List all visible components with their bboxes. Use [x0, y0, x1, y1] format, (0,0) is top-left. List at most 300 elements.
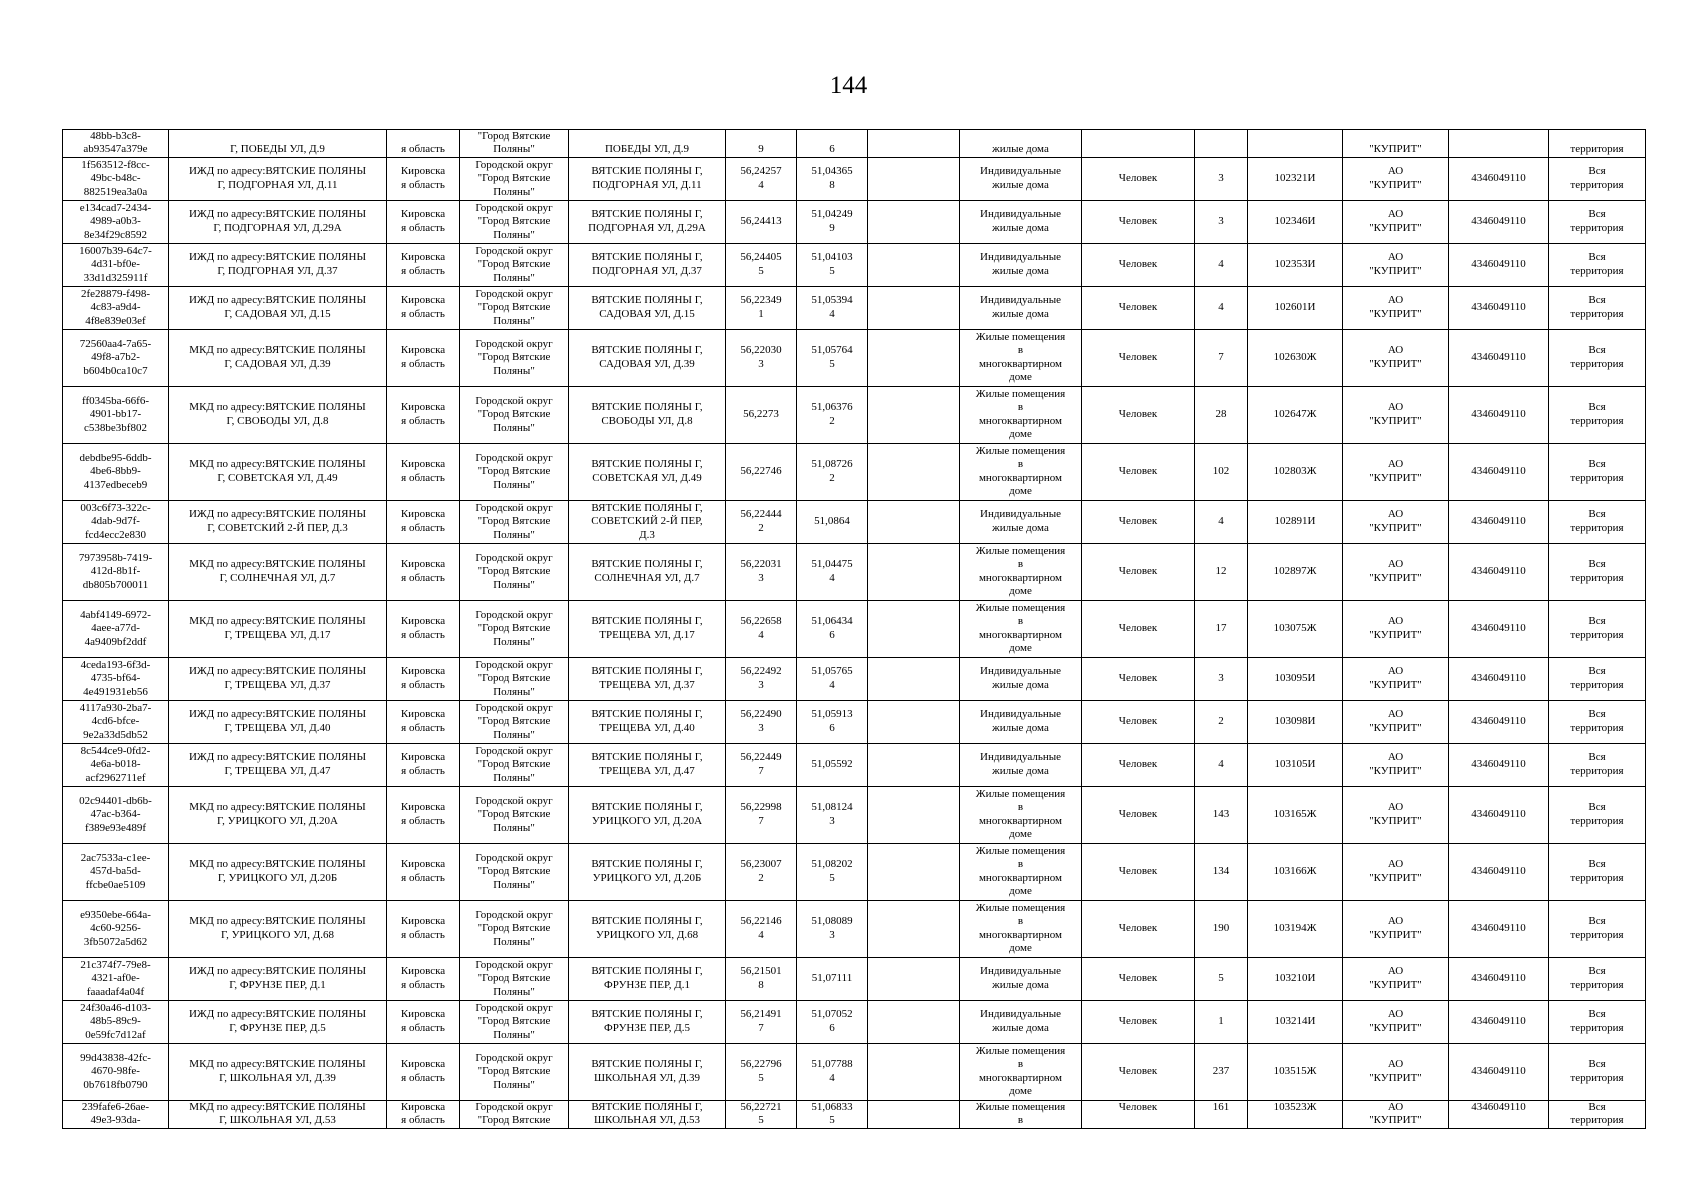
quantity-cell: 4	[1195, 243, 1248, 286]
object-type-cell: Индивидуальные жилые дома	[960, 743, 1082, 786]
object-code-cell: 102897Ж	[1248, 543, 1343, 600]
quantity-cell: 5	[1195, 957, 1248, 1000]
object-code-cell: 103210И	[1248, 957, 1343, 1000]
object-type-cell: Индивидуальные жилые дома	[960, 957, 1082, 1000]
region-cell: Кировска я область	[387, 600, 460, 657]
district-cell: Городской округ "Город Вятские Поляны"	[460, 843, 569, 900]
district-cell: Городской округ "Город Вятские Поляны"	[460, 200, 569, 243]
territory-cell: Вся территория	[1549, 1043, 1646, 1100]
object-code-cell: 103194Ж	[1248, 900, 1343, 957]
table-row	[63, 1043, 1646, 1100]
record-id-cell: 02c94401-db6b- 47ac-b364- f389e93e489f	[63, 786, 169, 843]
inn-cell: 4346049110	[1449, 900, 1549, 957]
address-cell: ВЯТСКИЕ ПОЛЯНЫ Г, ШКОЛЬНАЯ УЛ, Д.39	[569, 1043, 726, 1100]
latitude-cell: 56,22492 3	[726, 657, 797, 700]
object-type-cell: Жилые помещения в многоквартирном доме	[960, 543, 1082, 600]
empty-cell	[868, 443, 960, 500]
region-cell: Кировска я область	[387, 1043, 460, 1100]
table-row	[63, 157, 1646, 200]
address-cell: ВЯТСКИЕ ПОЛЯНЫ Г, ТРЕЩЕВА УЛ, Д.37	[569, 657, 726, 700]
empty-cell	[868, 386, 960, 443]
latitude-cell: 56,2273	[726, 386, 797, 443]
unit-cell: Человек	[1082, 657, 1195, 700]
longitude-cell: 51,05764 5	[797, 329, 868, 386]
inn-cell: 4346049110	[1449, 600, 1549, 657]
latitude-cell: 56,22030 3	[726, 329, 797, 386]
object-name-cell: ИЖД по адресу:ВЯТСКИЕ ПОЛЯНЫ Г, ТРЕЩЕВА УЛ, Д.47	[169, 743, 387, 786]
record-id-cell: 24f30a46-d103- 48b5-89c9- 0e59fc7d12af	[63, 1000, 169, 1043]
object-code-cell: 103166Ж	[1248, 843, 1343, 900]
district-cell: Городской округ "Город Вятские Поляны"	[460, 157, 569, 200]
empty-cell	[868, 843, 960, 900]
latitude-cell: 56,22658 4	[726, 600, 797, 657]
object-code-cell: 103214И	[1248, 1000, 1343, 1043]
region-cell: Кировска я область	[387, 900, 460, 957]
table-row	[63, 286, 1646, 329]
inn-cell: 4346049110	[1449, 243, 1549, 286]
address-cell: ВЯТСКИЕ ПОЛЯНЫ Г, ТРЕЩЕВА УЛ, Д.40	[569, 700, 726, 743]
inn-cell: 4346049110	[1449, 386, 1549, 443]
quantity-cell: 17	[1195, 600, 1248, 657]
object-type-cell: Жилые помещения в многоквартирном доме	[960, 443, 1082, 500]
address-cell: ВЯТСКИЕ ПОЛЯНЫ Г, ПОДГОРНАЯ УЛ, Д.11	[569, 157, 726, 200]
object-code-cell: 103515Ж	[1248, 1043, 1343, 1100]
region-cell: Кировска я область	[387, 329, 460, 386]
organization-cell: АО "КУПРИТ"	[1343, 286, 1449, 329]
region-cell: Кировска я область	[387, 543, 460, 600]
page-number: 144	[829, 72, 868, 99]
longitude-cell: 51,08726 2	[797, 443, 868, 500]
organization-cell: АО "КУПРИТ"	[1343, 843, 1449, 900]
longitude-cell: 51,04475 4	[797, 543, 868, 600]
region-cell: Кировска я область	[387, 1100, 460, 1128]
longitude-cell: 51,06434 6	[797, 600, 868, 657]
inn-cell: 4346049110	[1449, 1043, 1549, 1100]
territory-cell: Вся территория	[1549, 900, 1646, 957]
object-name-cell: ИЖД по адресу:ВЯТСКИЕ ПОЛЯНЫ Г, САДОВАЯ УЛ, Д.15	[169, 286, 387, 329]
unit-cell: Человек	[1082, 786, 1195, 843]
table-row	[63, 500, 1646, 543]
latitude-cell: 56,21501 8	[726, 957, 797, 1000]
object-name-cell: МКД по адресу:ВЯТСКИЕ ПОЛЯНЫ Г, ШКОЛЬНАЯ УЛ, Д.39	[169, 1043, 387, 1100]
latitude-cell: 56,22449 7	[726, 743, 797, 786]
quantity-cell: 237	[1195, 1043, 1248, 1100]
table-body	[63, 130, 1646, 1129]
latitude-cell: 56,24413	[726, 200, 797, 243]
longitude-cell: 51,08202 5	[797, 843, 868, 900]
object-name-cell: МКД по адресу:ВЯТСКИЕ ПОЛЯНЫ Г, УРИЦКОГО УЛ, Д.20А	[169, 786, 387, 843]
longitude-cell: 51,07788 4	[797, 1043, 868, 1100]
unit-cell: Человек	[1082, 443, 1195, 500]
quantity-cell: 4	[1195, 743, 1248, 786]
address-cell: ВЯТСКИЕ ПОЛЯНЫ Г, СОВЕТСКАЯ УЛ, Д.49	[569, 443, 726, 500]
longitude-cell: 51,08124 3	[797, 786, 868, 843]
region-cell: Кировска я область	[387, 1000, 460, 1043]
table-row	[63, 200, 1646, 243]
unit-cell: Человек	[1082, 700, 1195, 743]
record-id-cell: e134cad7-2434- 4989-a0b3- 8e34f29c8592	[63, 200, 169, 243]
address-cell: ВЯТСКИЕ ПОЛЯНЫ Г, УРИЦКОГО УЛ, Д.68	[569, 900, 726, 957]
object-code-cell: 103523Ж	[1248, 1100, 1343, 1128]
longitude-cell: 51,05592	[797, 743, 868, 786]
record-id-cell: 21c374f7-79e8- 4321-af0e- faaadaf4a04f	[63, 957, 169, 1000]
table-row	[63, 130, 1646, 158]
organization-cell: АО "КУПРИТ"	[1343, 743, 1449, 786]
unit-cell	[1082, 130, 1195, 158]
empty-cell	[868, 543, 960, 600]
inn-cell: 4346049110	[1449, 157, 1549, 200]
organization-cell: АО "КУПРИТ"	[1343, 500, 1449, 543]
object-code-cell: 102321И	[1248, 157, 1343, 200]
address-cell: ВЯТСКИЕ ПОЛЯНЫ Г, УРИЦКОГО УЛ, Д.20Б	[569, 843, 726, 900]
organization-cell: АО "КУПРИТ"	[1343, 600, 1449, 657]
object-type-cell: Индивидуальные жилые дома	[960, 200, 1082, 243]
territory-cell: Вся территория	[1549, 286, 1646, 329]
object-name-cell: ИЖД по адресу:ВЯТСКИЕ ПОЛЯНЫ Г, ПОДГОРНАЯ УЛ, Д.11	[169, 157, 387, 200]
empty-cell	[868, 1043, 960, 1100]
address-cell: ВЯТСКИЕ ПОЛЯНЫ Г, СВОБОДЫ УЛ, Д.8	[569, 386, 726, 443]
organization-cell: АО "КУПРИТ"	[1343, 243, 1449, 286]
object-name-cell: МКД по адресу:ВЯТСКИЕ ПОЛЯНЫ Г, СОВЕТСКАЯ УЛ, Д.49	[169, 443, 387, 500]
inn-cell: 4346049110	[1449, 743, 1549, 786]
longitude-cell: 51,05394 4	[797, 286, 868, 329]
latitude-cell: 56,22146 4	[726, 900, 797, 957]
inn-cell: 4346049110	[1449, 286, 1549, 329]
table-row	[63, 843, 1646, 900]
table-row	[63, 743, 1646, 786]
quantity-cell: 28	[1195, 386, 1248, 443]
longitude-cell: 51,07111	[797, 957, 868, 1000]
quantity-cell: 3	[1195, 157, 1248, 200]
district-cell: Городской округ "Город Вятские Поляны"	[460, 286, 569, 329]
district-cell: Городской округ "Город Вятские Поляны"	[460, 743, 569, 786]
object-type-cell: Жилые помещения в многоквартирном доме	[960, 900, 1082, 957]
territory-cell: Вся территория	[1549, 957, 1646, 1000]
object-name-cell: МКД по адресу:ВЯТСКИЕ ПОЛЯНЫ Г, ТРЕЩЕВА УЛ, Д.17	[169, 600, 387, 657]
object-name-cell: ИЖД по адресу:ВЯТСКИЕ ПОЛЯНЫ Г, ТРЕЩЕВА УЛ, Д.40	[169, 700, 387, 743]
organization-cell: АО "КУПРИТ"	[1343, 329, 1449, 386]
latitude-cell: 56,24405 5	[726, 243, 797, 286]
district-cell: Городской округ "Город Вятские Поляны"	[460, 386, 569, 443]
unit-cell: Человек	[1082, 1000, 1195, 1043]
territory-cell: Вся территория	[1549, 500, 1646, 543]
address-cell: ВЯТСКИЕ ПОЛЯНЫ Г, ФРУНЗЕ ПЕР, Д.1	[569, 957, 726, 1000]
district-cell: Городской округ "Город Вятские Поляны"	[460, 600, 569, 657]
territory-cell: Вся территория	[1549, 443, 1646, 500]
empty-cell	[868, 130, 960, 158]
inn-cell: 4346049110	[1449, 786, 1549, 843]
address-cell: ВЯТСКИЕ ПОЛЯНЫ Г, ПОДГОРНАЯ УЛ, Д.29А	[569, 200, 726, 243]
empty-cell	[868, 1000, 960, 1043]
table-row	[63, 243, 1646, 286]
quantity-cell: 161	[1195, 1100, 1248, 1128]
table-row	[63, 443, 1646, 500]
organization-cell: АО "КУПРИТ"	[1343, 443, 1449, 500]
record-id-cell: 4117a930-2ba7- 4cd6-bfce- 9e2a33d5db52	[63, 700, 169, 743]
region-cell: Кировска я область	[387, 786, 460, 843]
region-cell: Кировска я область	[387, 843, 460, 900]
object-name-cell: МКД по адресу:ВЯТСКИЕ ПОЛЯНЫ Г, СОЛНЕЧНАЯ УЛ, Д.7	[169, 543, 387, 600]
object-type-cell: Индивидуальные жилые дома	[960, 243, 1082, 286]
record-id-cell: 2ac7533a-c1ee- 457d-ba5d- ffcbe0ae5109	[63, 843, 169, 900]
object-code-cell: 103105И	[1248, 743, 1343, 786]
region-cell: Кировска я область	[387, 243, 460, 286]
table-row	[63, 786, 1646, 843]
table-row	[63, 657, 1646, 700]
object-code-cell: 102891И	[1248, 500, 1343, 543]
region-cell: Кировска я область	[387, 443, 460, 500]
inn-cell: 4346049110	[1449, 700, 1549, 743]
empty-cell	[868, 600, 960, 657]
record-id-cell: 4abf4149-6972- 4aee-a77d- 4a9409bf2ddf	[63, 600, 169, 657]
longitude-cell: 51,04103 5	[797, 243, 868, 286]
unit-cell: Человек	[1082, 243, 1195, 286]
empty-cell	[868, 243, 960, 286]
district-cell: Городской округ "Город Вятские Поляны"	[460, 1000, 569, 1043]
inn-cell: 4346049110	[1449, 543, 1549, 600]
longitude-cell: 51,0864	[797, 500, 868, 543]
unit-cell: Человек	[1082, 329, 1195, 386]
district-cell: Городской округ "Город Вятские Поляны"	[460, 657, 569, 700]
quantity-cell: 143	[1195, 786, 1248, 843]
longitude-cell: 51,05913 6	[797, 700, 868, 743]
organization-cell: АО "КУПРИТ"	[1343, 657, 1449, 700]
latitude-cell: 56,22444 2	[726, 500, 797, 543]
inn-cell: 4346049110	[1449, 443, 1549, 500]
record-id-cell: 8c544ce9-0fd2- 4e6a-b018- acf2962711ef	[63, 743, 169, 786]
quantity-cell: 134	[1195, 843, 1248, 900]
longitude-cell: 51,07052 6	[797, 1000, 868, 1043]
unit-cell: Человек	[1082, 543, 1195, 600]
territory-cell: Вся территория	[1549, 243, 1646, 286]
address-cell: ВЯТСКИЕ ПОЛЯНЫ Г, САДОВАЯ УЛ, Д.39	[569, 329, 726, 386]
territory-cell: Вся территория	[1549, 157, 1646, 200]
longitude-cell: 51,05765 4	[797, 657, 868, 700]
object-name-cell: МКД по адресу:ВЯТСКИЕ ПОЛЯНЫ Г, СВОБОДЫ УЛ, Д.8	[169, 386, 387, 443]
latitude-cell: 56,22796 5	[726, 1043, 797, 1100]
region-cell: Кировска я область	[387, 200, 460, 243]
quantity-cell: 7	[1195, 329, 1248, 386]
record-id-cell: debdbe95-6ddb- 4be6-8bb9- 4137edbeceb9	[63, 443, 169, 500]
organization-cell: АО "КУПРИТ"	[1343, 786, 1449, 843]
address-cell: ВЯТСКИЕ ПОЛЯНЫ Г, ШКОЛЬНАЯ УЛ, Д.53	[569, 1100, 726, 1128]
territory-cell: территория	[1549, 130, 1646, 158]
object-code-cell	[1248, 130, 1343, 158]
registry-sheet	[62, 129, 1645, 1129]
region-cell: я область	[387, 130, 460, 158]
object-type-cell: Жилые помещения в многоквартирном доме	[960, 1043, 1082, 1100]
empty-cell	[868, 200, 960, 243]
record-id-cell: 4ceda193-6f3d- 4735-bf64- 4e491931eb56	[63, 657, 169, 700]
object-type-cell: Индивидуальные жилые дома	[960, 157, 1082, 200]
unit-cell: Человек	[1082, 900, 1195, 957]
table-row	[63, 700, 1646, 743]
quantity-cell: 190	[1195, 900, 1248, 957]
quantity-cell: 12	[1195, 543, 1248, 600]
longitude-cell: 51,06833 5	[797, 1100, 868, 1128]
table-row	[63, 1000, 1646, 1043]
record-id-cell: 239fafe6-26ae- 49e3-93da-	[63, 1100, 169, 1128]
district-cell: Городской округ "Город Вятские Поляны"	[460, 900, 569, 957]
quantity-cell: 3	[1195, 200, 1248, 243]
territory-cell: Вся территория	[1549, 200, 1646, 243]
region-cell: Кировска я область	[387, 386, 460, 443]
object-name-cell: Г, ПОБЕДЫ УЛ, Д.9	[169, 130, 387, 158]
longitude-cell: 6	[797, 130, 868, 158]
object-code-cell: 103165Ж	[1248, 786, 1343, 843]
object-name-cell: ИЖД по адресу:ВЯТСКИЕ ПОЛЯНЫ Г, ПОДГОРНАЯ УЛ, Д.29А	[169, 200, 387, 243]
organization-cell: "КУПРИТ"	[1343, 130, 1449, 158]
empty-cell	[868, 157, 960, 200]
organization-cell: АО "КУПРИТ"	[1343, 700, 1449, 743]
district-cell: "Город Вятские Поляны"	[460, 130, 569, 158]
inn-cell: 4346049110	[1449, 843, 1549, 900]
address-cell: ВЯТСКИЕ ПОЛЯНЫ Г, СОВЕТСКИЙ 2-Й ПЕР, Д.3	[569, 500, 726, 543]
quantity-cell: 102	[1195, 443, 1248, 500]
territory-cell: Вся территория	[1549, 329, 1646, 386]
object-name-cell: МКД по адресу:ВЯТСКИЕ ПОЛЯНЫ Г, УРИЦКОГО УЛ, Д.68	[169, 900, 387, 957]
empty-cell	[868, 786, 960, 843]
longitude-cell: 51,04365 8	[797, 157, 868, 200]
object-type-cell: Жилые помещения в многоквартирном доме	[960, 786, 1082, 843]
unit-cell: Человек	[1082, 957, 1195, 1000]
object-type-cell: Жилые помещения в многоквартирном доме	[960, 600, 1082, 657]
address-cell: ВЯТСКИЕ ПОЛЯНЫ Г, ФРУНЗЕ ПЕР, Д.5	[569, 1000, 726, 1043]
empty-cell	[868, 1100, 960, 1128]
table-row	[63, 600, 1646, 657]
object-type-cell: Индивидуальные жилые дома	[960, 286, 1082, 329]
object-type-cell: Жилые помещения в многоквартирном доме	[960, 386, 1082, 443]
object-name-cell: ИЖД по адресу:ВЯТСКИЕ ПОЛЯНЫ Г, ФРУНЗЕ ПЕР, Д.1	[169, 957, 387, 1000]
empty-cell	[868, 900, 960, 957]
district-cell: Городской округ "Город Вятские Поляны"	[460, 957, 569, 1000]
object-name-cell: ИЖД по адресу:ВЯТСКИЕ ПОЛЯНЫ Г, СОВЕТСКИЙ 2-Й ПЕР, Д.3	[169, 500, 387, 543]
object-code-cell: 102647Ж	[1248, 386, 1343, 443]
object-type-cell: Жилые помещения в	[960, 1100, 1082, 1128]
district-cell: Городской округ "Город Вятские Поляны"	[460, 443, 569, 500]
region-cell: Кировска я область	[387, 743, 460, 786]
organization-cell: АО "КУПРИТ"	[1343, 1100, 1449, 1128]
table-row	[63, 386, 1646, 443]
record-id-cell: ff0345ba-66f6- 4901-bb17- c538be3bf802	[63, 386, 169, 443]
record-id-cell: 1f563512-f8cc- 49bc-b48c- 882519ea3a0a	[63, 157, 169, 200]
empty-cell	[868, 286, 960, 329]
object-code-cell: 102353И	[1248, 243, 1343, 286]
registry-table	[62, 129, 1646, 1129]
unit-cell: Человек	[1082, 200, 1195, 243]
inn-cell: 4346049110	[1449, 500, 1549, 543]
table-row	[63, 329, 1646, 386]
latitude-cell: 56,22998 7	[726, 786, 797, 843]
territory-cell: Вся территория	[1549, 386, 1646, 443]
object-code-cell: 103095И	[1248, 657, 1343, 700]
object-type-cell: Индивидуальные жилые дома	[960, 657, 1082, 700]
organization-cell: АО "КУПРИТ"	[1343, 386, 1449, 443]
latitude-cell: 9	[726, 130, 797, 158]
record-id-cell: 72560aa4-7a65- 49f8-a7b2- b604b0ca10c7	[63, 329, 169, 386]
territory-cell: Вся территория	[1549, 700, 1646, 743]
empty-cell	[868, 743, 960, 786]
region-cell: Кировска я область	[387, 657, 460, 700]
longitude-cell: 51,08089 3	[797, 900, 868, 957]
district-cell: Городской округ "Город Вятские Поляны"	[460, 243, 569, 286]
object-code-cell: 103075Ж	[1248, 600, 1343, 657]
table-row	[63, 543, 1646, 600]
region-cell: Кировска я область	[387, 700, 460, 743]
record-id-cell: e9350ebe-664a- 4c60-9256- 3fb5072a5d62	[63, 900, 169, 957]
unit-cell: Человек	[1082, 600, 1195, 657]
territory-cell: Вся территория	[1549, 600, 1646, 657]
unit-cell: Человек	[1082, 743, 1195, 786]
quantity-cell: 2	[1195, 700, 1248, 743]
territory-cell: Вся территория	[1549, 1000, 1646, 1043]
region-cell: Кировска я область	[387, 157, 460, 200]
latitude-cell: 56,23007 2	[726, 843, 797, 900]
district-cell: Городской округ "Город Вятские Поляны"	[460, 1043, 569, 1100]
latitude-cell: 56,22490 3	[726, 700, 797, 743]
address-cell: ВЯТСКИЕ ПОЛЯНЫ Г, ПОДГОРНАЯ УЛ, Д.37	[569, 243, 726, 286]
empty-cell	[868, 329, 960, 386]
district-cell: Городской округ "Город Вятские Поляны"	[460, 543, 569, 600]
record-id-cell: 48bb-b3c8- ab93547a379e	[63, 130, 169, 158]
address-cell: ВЯТСКИЕ ПОЛЯНЫ Г, УРИЦКОГО УЛ, Д.20А	[569, 786, 726, 843]
object-name-cell: ИЖД по адресу:ВЯТСКИЕ ПОЛЯНЫ Г, ФРУНЗЕ ПЕР, Д.5	[169, 1000, 387, 1043]
address-cell: ВЯТСКИЕ ПОЛЯНЫ Г, САДОВАЯ УЛ, Д.15	[569, 286, 726, 329]
unit-cell: Человек	[1082, 1100, 1195, 1128]
organization-cell: АО "КУПРИТ"	[1343, 900, 1449, 957]
organization-cell: АО "КУПРИТ"	[1343, 957, 1449, 1000]
table-row	[63, 1100, 1646, 1128]
territory-cell: Вся территория	[1549, 843, 1646, 900]
longitude-cell: 51,04249 9	[797, 200, 868, 243]
object-code-cell: 102346И	[1248, 200, 1343, 243]
district-cell: Городской округ "Город Вятские Поляны"	[460, 786, 569, 843]
record-id-cell: 7973958b-7419- 412d-8b1f- db805b700011	[63, 543, 169, 600]
quantity-cell: 4	[1195, 500, 1248, 543]
object-type-cell: Индивидуальные жилые дома	[960, 1000, 1082, 1043]
territory-cell: Вся территория	[1549, 743, 1646, 786]
unit-cell: Человек	[1082, 286, 1195, 329]
quantity-cell: 4	[1195, 286, 1248, 329]
unit-cell: Человек	[1082, 1043, 1195, 1100]
territory-cell: Вся территория	[1549, 786, 1646, 843]
region-cell: Кировска я область	[387, 500, 460, 543]
address-cell: ВЯТСКИЕ ПОЛЯНЫ Г, ТРЕЩЕВА УЛ, Д.17	[569, 600, 726, 657]
object-code-cell: 103098И	[1248, 700, 1343, 743]
latitude-cell: 56,22721 5	[726, 1100, 797, 1128]
table-row	[63, 900, 1646, 957]
region-cell: Кировска я область	[387, 286, 460, 329]
address-cell: ВЯТСКИЕ ПОЛЯНЫ Г, СОЛНЕЧНАЯ УЛ, Д.7	[569, 543, 726, 600]
latitude-cell: 56,22031 3	[726, 543, 797, 600]
district-cell: Городской округ "Город Вятские Поляны"	[460, 500, 569, 543]
district-cell: Городской округ "Город Вятские	[460, 1100, 569, 1128]
object-name-cell: МКД по адресу:ВЯТСКИЕ ПОЛЯНЫ Г, ШКОЛЬНАЯ УЛ, Д.53	[169, 1100, 387, 1128]
territory-cell: Вся территория	[1549, 1100, 1646, 1128]
object-name-cell: МКД по адресу:ВЯТСКИЕ ПОЛЯНЫ Г, УРИЦКОГО УЛ, Д.20Б	[169, 843, 387, 900]
region-cell: Кировска я область	[387, 957, 460, 1000]
inn-cell: 4346049110	[1449, 1000, 1549, 1043]
organization-cell: АО "КУПРИТ"	[1343, 1043, 1449, 1100]
table-row	[63, 957, 1646, 1000]
organization-cell: АО "КУПРИТ"	[1343, 1000, 1449, 1043]
longitude-cell: 51,06376 2	[797, 386, 868, 443]
district-cell: Городской округ "Город Вятские Поляны"	[460, 700, 569, 743]
object-type-cell: Индивидуальные жилые дома	[960, 700, 1082, 743]
object-name-cell: МКД по адресу:ВЯТСКИЕ ПОЛЯНЫ Г, САДОВАЯ УЛ, Д.39	[169, 329, 387, 386]
object-type-cell: Индивидуальные жилые дома	[960, 500, 1082, 543]
empty-cell	[868, 700, 960, 743]
